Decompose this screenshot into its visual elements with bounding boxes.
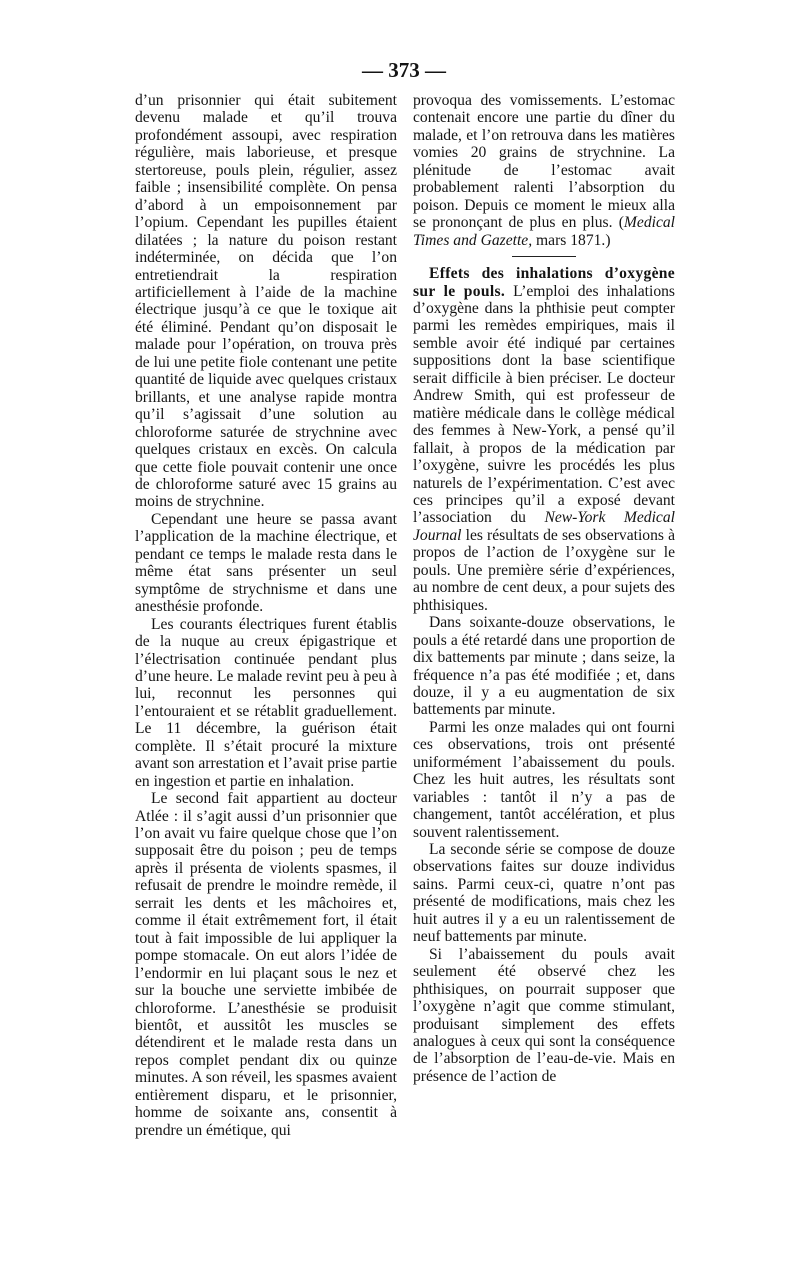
paragraph: Si l’abaissement du pouls avait seulement été observé chez les phthisiques, on pourrait supposer que l’oxygène n’agit que comme stimulant, produisant simplement des effets analogues à ceux qui sont la conséquence de l’absorption de l’eau-de-vie. Mais en présence de l’action de	[413, 945, 675, 1085]
source-citation: Medical Times and Gazette,	[413, 214, 675, 249]
section-divider	[512, 256, 576, 257]
paragraph: Dans soixante-douze observations, le pouls a été retardé dans une proportion de dix battements par minute ; dans seize, la fréquence n’a pas été modifiée ; et, dans douze, il y a eu augmentation de six battements par minute.	[413, 614, 675, 719]
paragraph-text: provoqua des vomissements. L’estomac contenait encore une partie du dîner du malade, et l’on retrouva dans les matières vomies 20 grains de strychnine. La plénitude de l’estomac avait probablement ralenti l’absorption du poison. Depuis ce moment le mieux alla se prononçant de plus en plus. (	[413, 92, 675, 232]
right-column	[413, 92, 675, 1085]
paragraph: Le second fait appartient au docteur Atlée : il s’agit aussi d’un prisonnier que l’on avait vu faire quelque chose que l’on supposait être du poison ; peu de temps après il présenta de violents spasmes, il refusait de prendre le moindre remède, il serrait les dents et les mâchoires et, comme il était extrêmement fort, il était tout à fait impossible de lui appliquer la pompe stomacale. On eut alors l’idée de l’endormir en lui plaçant sous le nez et sur la bouche une serviette imbibée de chloroforme. L’anesthésie se produisit bientôt, et aussitôt les muscles se détendirent et le malade resta dans un repos complet pendant dix ou quinze minutes. A son réveil, les spasmes avaient entièrement disparu, et le prisonnier, homme de soixante ans, consentit à prendre un émétique, qui	[135, 790, 397, 1139]
paragraph: La seconde série se compose de douze observations faites sur douze individus sains. Parmi ceux-ci, quatre n’ont pas présenté de modifications, mais chez les huit autres il y a eu un ralentissement de neuf battements par minute.	[413, 841, 675, 946]
section-heading: Effets des inhalations d’oxygène sur le pouls.	[413, 265, 675, 300]
paragraph	[413, 265, 675, 614]
paragraph: Les courants électriques furent établis de la nuque au creux épigastrique et l’électrisation continuée pendant plus d’une heure. Le malade revint peu à peu à lui, reconnut les personnes qui l’entouraient et se rétablit graduellement. Le 11 décembre, la guérison était complète. Il s’était procuré la mixture avant son arrestation et l’avait prise partie en ingestion et partie en inhalation.	[135, 615, 397, 790]
page-number: — 373 —	[362, 58, 446, 82]
journal-title: New-York Medical Journal	[413, 509, 675, 544]
paragraph: d’un prisonnier qui était subitement devenu malade et qu’il trouva profondément assoupi, avec respiration régulière, mais laborieuse, et presque stertoreuse, pouls plein, régulier, assez faible ; insensibilité complète. On pensa d’abord à un empoisonnement par l’opium. Cependant les pupilles étaient dilatées ; la nature du poison restant indéterminée, on décida que l’on entretiendrait la respiration artificiellement à l’aide de la machine électrique jusqu’à ce que le toxique ait été éliminé. Pendant qu’on disposait le malade pour l’opération, on trouva près de lui une petite fiole contenant une petite quantité de liquide avec quelques cristaux brillants, et une analyse rapide montra qu’il s’agissait d’une solution au chloroforme saturée de strychnine avec quelques cristaux en excès. On calcula que cette fiole pouvait contenir une once de chloroforme saturé avec 15 grains au moins de strychnine.	[135, 92, 397, 511]
paragraph-text: mars 1871.)	[532, 231, 611, 249]
paragraph: Cependant une heure se passa avant l’application de la machine électrique, et pendant ce temps le malade resta dans le même état sans présenter un seul symptôme de strychnisme et dans une anesthésie profonde.	[135, 510, 397, 616]
paragraph-text: les résultats de ses observations à propos de l’action de l’oxygène sur le pouls. Une première série d’expériences, au nombre de cent deux, a pour sujets des phthisiques.	[413, 526, 675, 614]
paragraph-text: L’emploi des inhalations d’oxygène dans la phthisie peut compter parmi les remèdes empiriques, mais il semble avoir été indiqué par certaines suppositions dont la base scientifique serait difficile à bien préciser. Le docteur Andrew Smith, qui est professeur de matière médicale dans le collège médical des femmes à New-York, a pensé qu’il fallait, à propos de la médication par l’oxygène, suivre les procédés les plus naturels de l’expérimentation. C’est avec ces principes qu’il a exposé devant l’association du	[413, 282, 675, 527]
paragraph: Parmi les onze malades qui ont fourni ces observations, trois ont présenté uniformément l’abaissement du pouls. Chez les huit autres, les résultats sont variables : tantôt il n’y a pas de changement, tantôt accélération, et plus souvent ralentissement.	[413, 718, 675, 841]
paragraph	[413, 92, 675, 249]
left-column	[135, 92, 397, 1139]
